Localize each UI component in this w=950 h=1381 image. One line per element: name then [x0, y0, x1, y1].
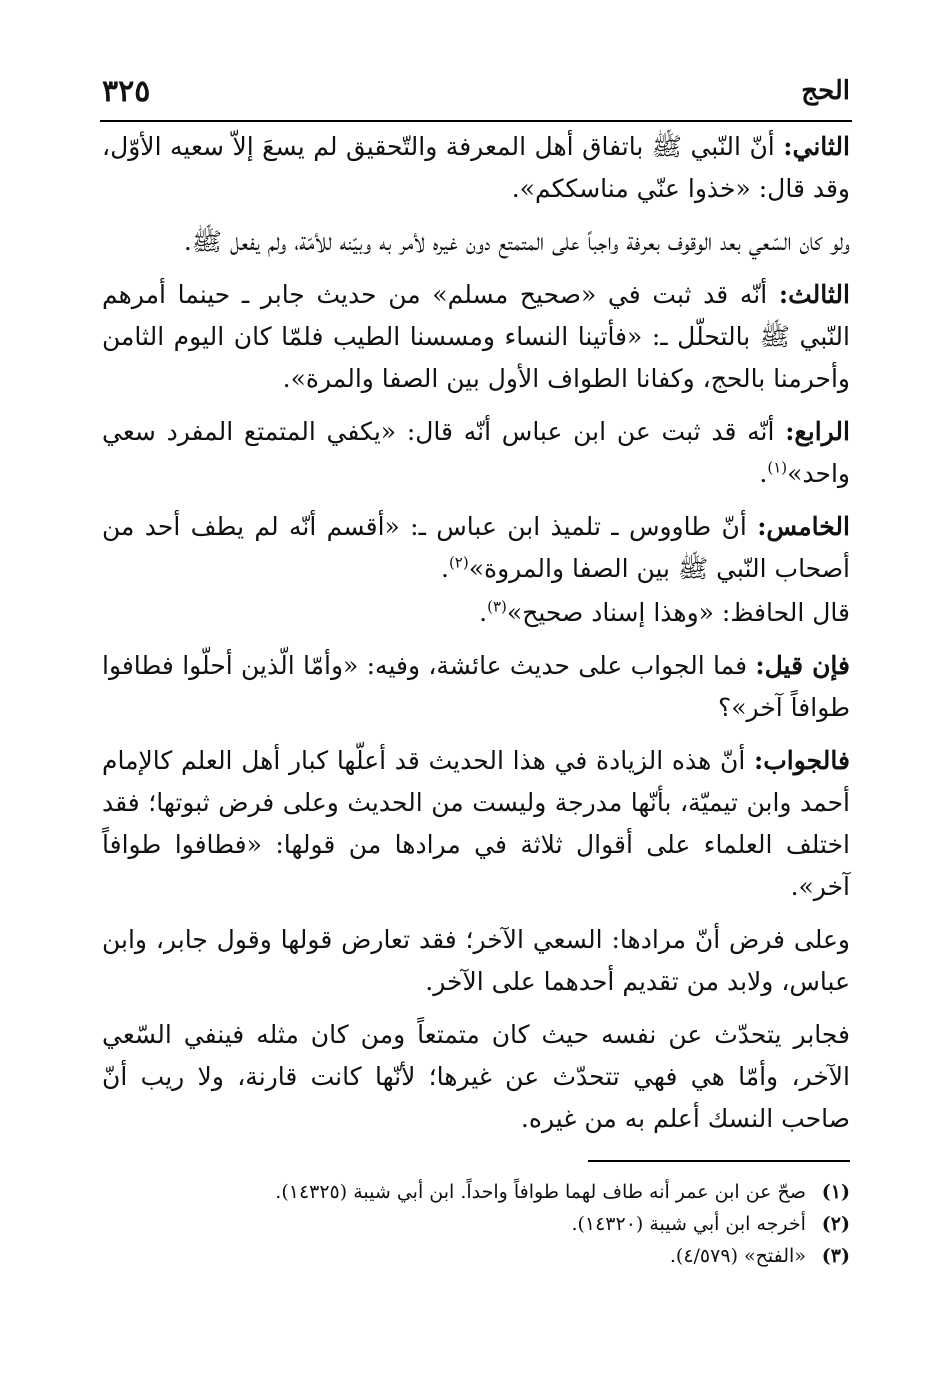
- footnote: [102, 1176, 850, 1208]
- paragraph-end: .: [759, 459, 768, 488]
- paragraph-text: فجابر يتحدّث عن نفسه حيث كان متمتعاً ومن كان مثله فينفي السّعي الآخر، وأمّا هي فهي تتحدّث عن غيرها؛ لأنّها كانت قارنة، ولا ريب أنّ صاحب النسك أعلم به من غيره.: [102, 1020, 850, 1133]
- paragraph-end: .: [440, 554, 449, 583]
- paragraph-text: أنّه قد ثبت عن ابن عباس أنّه قال: «يكفي المتمتع المفرد سعي واحد»: [102, 417, 850, 488]
- paragraph-lead: الرابع:: [785, 417, 850, 446]
- footnote-divider: [588, 1160, 850, 1162]
- paragraph-text: فما الجواب على حديث عائشة، وفيه: «وأمّا الّذين أحلّوا فطافوا طوافاً آخر»؟: [102, 651, 850, 722]
- page-header: [100, 70, 852, 122]
- footnote: [102, 1208, 850, 1240]
- paragraph-lead: فالجواب:: [754, 746, 850, 775]
- footnote-number: (١): [821, 1181, 850, 1203]
- footnote-reference[interactable]: (١): [767, 458, 788, 477]
- body-text: [102, 126, 850, 1151]
- paragraph-end: .: [479, 598, 488, 627]
- paragraph-text: ولو كان السّعي بعد الوقوف بعرفة واجباً على المتمتع دون غيره لأمر به وبيّنه للأمّة، ولم يفعل ﷺ.: [183, 227, 850, 256]
- page-number: ٣٢٥: [102, 74, 151, 109]
- paragraph: [102, 740, 850, 908]
- footnote-number: (٢): [821, 1213, 850, 1235]
- paragraph-text: أنّ هذه الزيادة في هذا الحديث قد أعلّها كبار أهل العلم كالإمام أحمد وابن تيميّة، بأنّها مدرجة وليست من الحديث وعلى فرض ثبوتها؛ فقد اختلف العلماء على أقوال ثلاثة في مرادها من قولها: «فطافوا طوافاً آخر».: [102, 746, 850, 901]
- paragraph: [102, 411, 850, 495]
- footnote-text: «الفتح» (٤/٥٧٩).: [669, 1245, 806, 1267]
- paragraph-lead: الثاني:: [783, 132, 850, 161]
- footnote-reference[interactable]: (٢): [448, 553, 469, 572]
- paragraph: [102, 126, 850, 210]
- paragraph: [102, 592, 850, 634]
- paragraph-text: وعلى فرض أنّ مرادها: السعي الآخر؛ فقد تعارض قولها وقول جابر، وابن عباس، ولابد من تقديم أحدهما على الآخر.: [102, 925, 850, 996]
- footnote-text: صحّ عن ابن عمر أنه طاف لهما طوافاً واحداً. ابن أبي شيبة (١٤٣٢٥).: [275, 1181, 806, 1203]
- footnote-reference[interactable]: (٣): [487, 597, 507, 616]
- paragraph: [102, 919, 850, 1003]
- paragraph: [102, 274, 850, 400]
- paragraph: [102, 645, 850, 729]
- paragraph: [102, 1014, 850, 1140]
- paragraph-lead: فإن قيل:: [755, 651, 851, 680]
- paragraph-lead: الثالث:: [778, 280, 850, 309]
- footnote-text: أخرجه ابن أبي شيبة (١٤٣٢٠).: [571, 1213, 806, 1235]
- paragraph-text: أنّ طاووس ـ تلميذ ابن عباس ـ: «أقسم أنّه لم يطف أحد من أصحاب النّبي ﷺ بين الصفا والمروة»: [102, 512, 850, 583]
- paragraph: [102, 221, 850, 263]
- footnotes: [102, 1176, 850, 1272]
- paragraph-lead: الخامس:: [757, 512, 850, 541]
- footnote: [102, 1240, 850, 1272]
- running-title: الحج: [801, 76, 850, 106]
- paragraph-text: أنّه قد ثبت في «صحيح مسلم» من حديث جابر ـ حينما أمرهم النّبي ﷺ بالتحلّل ـ: «فأتينا النساء ومسسنا الطيب فلمّا كان اليوم الثامن وأحرمنا بالحج، وكفانا الطواف الأول بين الصفا والمرة».: [102, 280, 850, 393]
- paragraph: [102, 506, 850, 590]
- paragraph-text: أنّ النّبي ﷺ باتفاق أهل المعرفة والتّحقيق لم يسعَ إلاّ سعيه الأوّل، وقد قال: «خذوا عنّي مناسككم».: [102, 132, 850, 203]
- footnote-number: (٣): [821, 1245, 850, 1267]
- paragraph-text: قال الحافظ: «وهذا إسناد صحيح»: [506, 598, 850, 627]
